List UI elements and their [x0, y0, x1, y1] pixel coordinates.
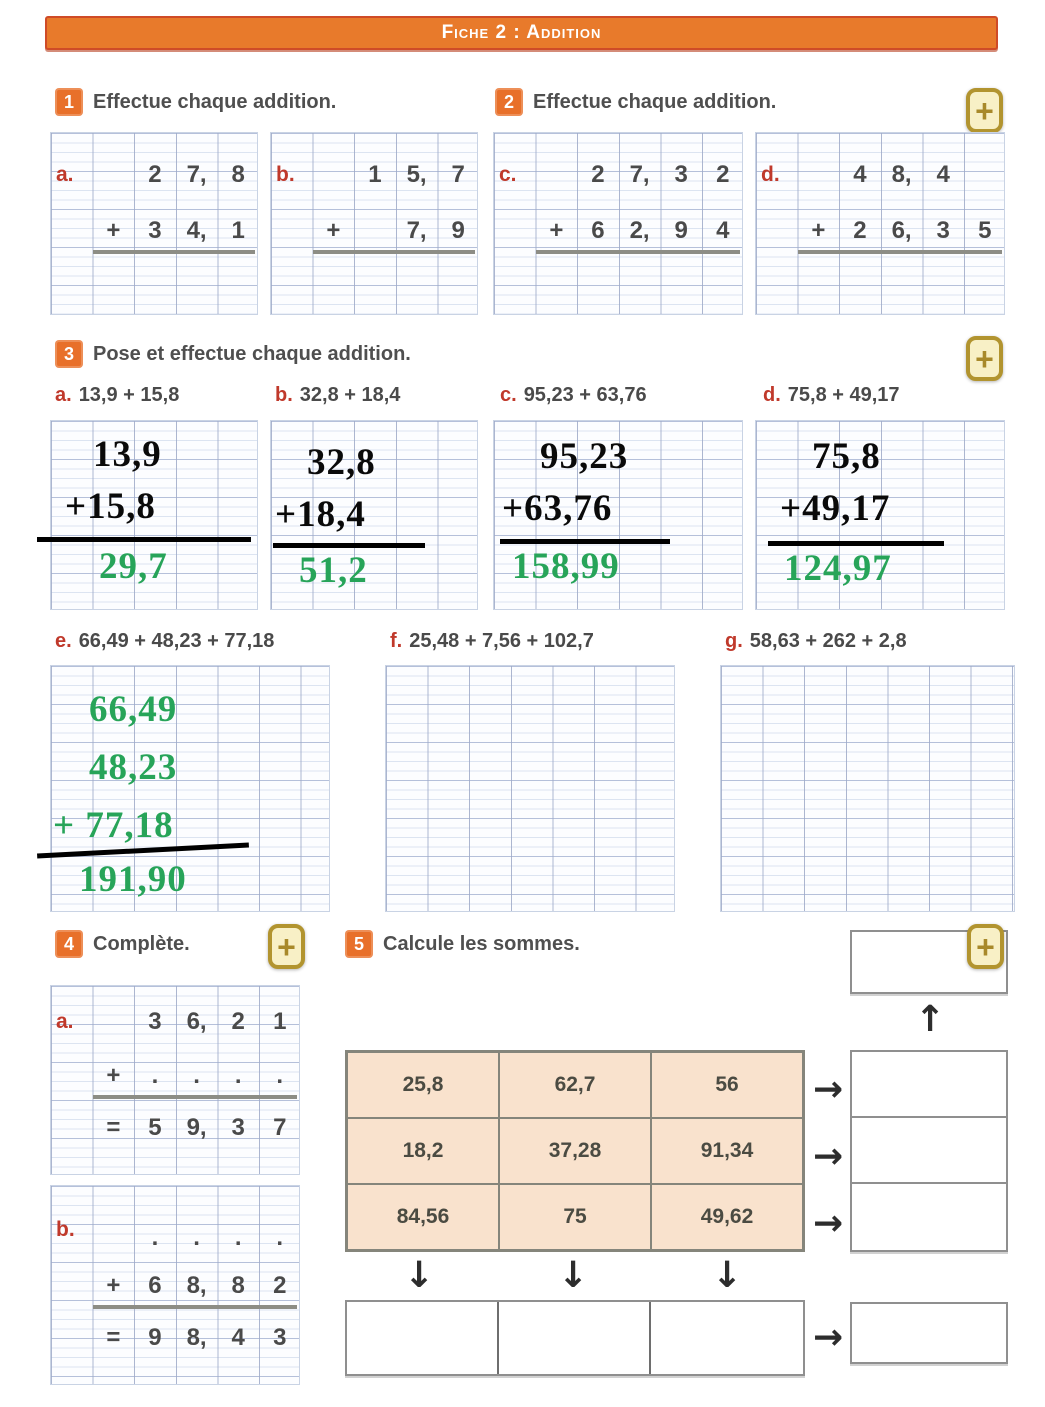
row-sum-box-3[interactable] [852, 1184, 1006, 1250]
digit-cell [51, 1112, 93, 1144]
posed-expression-g [725, 630, 907, 653]
digit-cell: 6 [148, 1272, 162, 1299]
posed-expression-f [390, 630, 594, 653]
operand-row [51, 215, 259, 247]
section-3-number: 3 [63, 343, 74, 364]
digit-cell [494, 159, 536, 191]
section-3-badge [55, 340, 83, 368]
digit-cell: 1 [273, 1008, 287, 1035]
digit-cell: 6, [891, 217, 912, 244]
problem-letter-a: a. [56, 163, 74, 186]
section-1-title: Effectue chaque addition. [93, 91, 337, 113]
plus-button-section-4[interactable] [268, 924, 305, 969]
digit-cell: 7, [629, 161, 650, 188]
expression-text: 13,9 + 15,8 [78, 384, 180, 406]
digit-cell [536, 159, 578, 191]
digit-cell: 2 [591, 161, 605, 188]
section-2-badge [495, 88, 523, 116]
row-sum-boxes [850, 1050, 1008, 1252]
posed-expression-e [55, 630, 274, 653]
sums-table [345, 1050, 805, 1252]
plus-sign-cell: + [326, 217, 341, 244]
work-operand-1: 13,9 [93, 434, 162, 475]
digit-cell: 3 [273, 1324, 287, 1351]
digit-cell [271, 159, 313, 191]
missing-digit-dot[interactable]: . [193, 1224, 200, 1251]
sum-line [93, 1095, 297, 1099]
grid-box-a [50, 132, 258, 315]
plus-sign-cell: + [549, 217, 564, 244]
expression-letter: a. [55, 384, 72, 406]
digit-cell: 9 [451, 217, 465, 244]
sum-line [798, 250, 1002, 254]
operand-row [756, 159, 1006, 191]
operand-row [51, 1270, 301, 1302]
section-1-number: 1 [63, 91, 74, 112]
digit-cell: 4 [936, 161, 950, 188]
digit-cell: 5 [148, 1114, 162, 1141]
operand-row [51, 1222, 301, 1254]
expression-text: 66,49 + 48,23 + 77,18 [78, 630, 275, 652]
expression-letter: f. [390, 630, 403, 652]
section-4-number: 4 [63, 933, 74, 954]
digit-cell: 2, [629, 217, 650, 244]
digit-cell: 3 [674, 161, 688, 188]
work-box-g-empty[interactable] [720, 665, 1015, 912]
sum-line [93, 1305, 297, 1309]
digit-cell: 2 [273, 1272, 287, 1299]
work-box-f-empty[interactable] [385, 665, 675, 912]
digit-cell [93, 1222, 135, 1254]
table-cell: 49,62 [651, 1184, 803, 1250]
column-sum-box-3[interactable] [651, 1302, 803, 1374]
missing-digit-dot[interactable]: . [276, 1062, 284, 1089]
digit-cell: 2 [716, 161, 730, 188]
digit-cell: 7, [406, 217, 427, 244]
section-4-title: Complète. [93, 933, 190, 955]
section-3-title: Pose et effectue chaque addition. [93, 343, 411, 365]
digit-cell: 2 [231, 1008, 245, 1035]
arrow-right-icon: → [813, 1136, 844, 1177]
arrow-right-icon: → [813, 1203, 844, 1244]
column-sum-box-1[interactable] [347, 1302, 499, 1374]
expression-letter: e. [55, 630, 72, 652]
expression-letter: d. [763, 384, 781, 406]
digit-cell: 6, [186, 1008, 207, 1035]
digit-cell [93, 1006, 135, 1038]
work-operand-2: 48,23 [89, 747, 178, 788]
posed-expression-d [763, 384, 900, 407]
digit-cell: 3 [231, 1114, 245, 1141]
complete-box-a[interactable] [50, 985, 300, 1175]
work-operand-1: 75,8 [812, 436, 881, 477]
digit-cell [51, 1322, 93, 1354]
digit-cell: 7 [451, 161, 465, 188]
digit-cell [51, 159, 93, 191]
plus-sign-cell: + [106, 1272, 121, 1299]
digit-cell: 6 [591, 217, 605, 244]
expression-text: 25,48 + 7,56 + 102,7 [409, 630, 594, 652]
plus-icon: + [277, 928, 296, 965]
problem-letter-c: c. [499, 163, 517, 186]
problem-letter-a: a. [56, 1010, 74, 1033]
table-cell: 62,7 [499, 1052, 651, 1118]
missing-digit-dot[interactable]: . [234, 1062, 242, 1089]
section-5-badge [345, 930, 373, 958]
work-answer: 158,99 [512, 546, 620, 587]
digit-cell: 9 [674, 217, 688, 244]
digit-cell: 4 [231, 1324, 245, 1351]
arrow-right-icon: → [813, 1069, 844, 1110]
section-5-title: Calcule les sommes. [383, 933, 580, 955]
column-sum-boxes [345, 1300, 805, 1376]
expression-letter: b. [275, 384, 293, 406]
work-operand-1: 66,49 [89, 689, 178, 730]
work-box-d [755, 420, 1005, 610]
operand-row [51, 159, 259, 191]
plus-sign-cell: + [106, 217, 121, 244]
arrow-down-icon: ↓ [404, 1255, 435, 1296]
digit-cell [313, 159, 355, 191]
digit-cell [756, 159, 798, 191]
plus-button-top[interactable] [966, 88, 1003, 133]
result-row [51, 1112, 301, 1144]
expression-letter: c. [500, 384, 517, 406]
work-operand-2: +63,76 [502, 488, 613, 529]
missing-digit-dot[interactable]: . [151, 1062, 159, 1089]
table-cell: 56 [651, 1052, 803, 1118]
digit-cell [51, 1222, 93, 1254]
table-cell: 18,2 [347, 1118, 499, 1184]
missing-digit-dot[interactable]: . [276, 1224, 284, 1251]
digit-cell: 8 [231, 1272, 245, 1299]
digit-cell: 1 [231, 217, 245, 244]
expression-text: 95,23 + 63,76 [523, 384, 647, 406]
digit-cell: 5, [406, 161, 427, 188]
operand-row [494, 159, 744, 191]
digit-cell: 8, [186, 1324, 207, 1351]
work-box-c [493, 420, 743, 610]
missing-digit-dot[interactable]: . [193, 1062, 200, 1089]
work-answer: 191,90 [79, 859, 187, 900]
digit-cell [51, 1270, 93, 1302]
digit-cell: 8, [186, 1272, 207, 1299]
column-sum-box-2[interactable] [499, 1302, 651, 1374]
plus-icon: + [975, 92, 994, 129]
worksheet-title-bar [45, 16, 998, 50]
work-operand-2: +49,17 [780, 488, 891, 529]
handwritten-sum-line [37, 537, 251, 542]
work-answer: 29,7 [99, 546, 168, 587]
work-operand-3: + 77,18 [53, 805, 174, 846]
operand-row [271, 159, 479, 191]
operand-row [51, 1006, 301, 1038]
work-operand-2: +15,8 [65, 486, 156, 527]
digit-cell: 2 [853, 217, 867, 244]
grid-box-b [270, 132, 478, 315]
work-operand-1: 32,8 [307, 442, 376, 483]
posed-expression-a [55, 384, 179, 407]
arrow-up-icon: ↑ [915, 999, 946, 1040]
missing-digit-dot[interactable]: . [151, 1224, 159, 1251]
grand-total-box[interactable] [850, 1302, 1008, 1364]
result-row [51, 1322, 301, 1354]
arrow-down-icon: ↓ [712, 1255, 743, 1296]
work-answer: 124,97 [784, 548, 892, 589]
equals-sign-cell: = [106, 1114, 121, 1141]
digit-cell [271, 215, 313, 247]
work-operand-2: +18,4 [275, 494, 366, 535]
operand-row [756, 215, 1006, 247]
missing-digit-dot[interactable]: . [234, 1224, 242, 1251]
digit-cell: 7 [273, 1114, 287, 1141]
sum-line [536, 250, 740, 254]
plus-sign-cell: + [106, 1062, 121, 1089]
complete-box-b[interactable] [50, 1185, 300, 1385]
section-4-badge [55, 930, 83, 958]
equals-sign-cell: = [106, 1324, 121, 1351]
digit-cell: 4 [853, 161, 867, 188]
digit-cell: 9 [148, 1324, 162, 1351]
table-cell: 91,34 [651, 1118, 803, 1184]
problem-letter-b: b. [56, 1218, 75, 1241]
work-operand-1: 95,23 [540, 436, 629, 477]
plus-icon: + [975, 340, 994, 377]
digit-cell [93, 159, 135, 191]
digit-cell: 7, [186, 161, 207, 188]
posed-expression-c [500, 384, 647, 407]
table-cell: 37,28 [499, 1118, 651, 1184]
section-2-title: Effectue chaque addition. [533, 91, 777, 113]
digit-cell [354, 215, 396, 247]
digit-cell [964, 159, 1006, 191]
sum-line [93, 250, 255, 254]
operand-row [494, 215, 744, 247]
digit-cell: 5 [978, 217, 992, 244]
digit-cell: 3 [936, 217, 950, 244]
handwritten-sum-line [500, 539, 670, 544]
row-sum-box-1[interactable] [852, 1052, 1006, 1118]
digit-cell [51, 1060, 93, 1092]
grid-box-c [493, 132, 743, 315]
problem-letter-b: b. [276, 163, 295, 186]
digit-cell: 8 [231, 161, 245, 188]
table-cell: 25,8 [347, 1052, 499, 1118]
arrow-right-icon: → [813, 1317, 844, 1358]
handwritten-sum-line [768, 541, 944, 546]
work-answer: 51,2 [299, 550, 368, 591]
posed-expression-b [275, 384, 400, 407]
digit-cell: 4, [186, 217, 207, 244]
table-cell: 75 [499, 1184, 651, 1250]
plus-button-section-3[interactable] [966, 336, 1003, 381]
plus-button-section-5[interactable] [967, 924, 1004, 969]
digit-cell [51, 215, 93, 247]
digit-cell [756, 215, 798, 247]
expression-text: 58,63 + 262 + 2,8 [749, 630, 907, 652]
section-1-badge [55, 88, 83, 116]
digit-cell: 8, [891, 161, 912, 188]
arrow-down-icon: ↓ [558, 1255, 589, 1296]
work-box-b [270, 420, 478, 610]
sum-line [313, 250, 475, 254]
plus-sign-cell: + [811, 217, 826, 244]
operand-row [51, 1060, 301, 1092]
grid-box-d [755, 132, 1005, 315]
digit-cell [798, 159, 840, 191]
digit-cell: 9, [186, 1114, 207, 1141]
work-box-e [50, 665, 330, 912]
handwritten-sum-line [273, 543, 425, 548]
table-cell: 84,56 [347, 1184, 499, 1250]
problem-letter-d: d. [761, 163, 780, 186]
operand-row [271, 215, 479, 247]
digit-cell: 3 [148, 217, 162, 244]
section-5-number: 5 [353, 933, 364, 954]
expression-text: 75,8 + 49,17 [787, 384, 900, 406]
digit-cell: 4 [716, 217, 730, 244]
digit-cell: 2 [148, 161, 162, 188]
page-title: Fiche 2 : Addition [441, 22, 602, 43]
expression-letter: g. [725, 630, 743, 652]
digit-cell [494, 215, 536, 247]
plus-icon: + [976, 928, 995, 965]
row-sum-box-2[interactable] [852, 1118, 1006, 1184]
digit-cell: 1 [368, 161, 382, 188]
digit-cell: 3 [148, 1008, 162, 1035]
work-box-a [50, 420, 258, 610]
expression-text: 32,8 + 18,4 [299, 384, 401, 406]
section-2-number: 2 [503, 91, 514, 112]
digit-cell [51, 1006, 93, 1038]
